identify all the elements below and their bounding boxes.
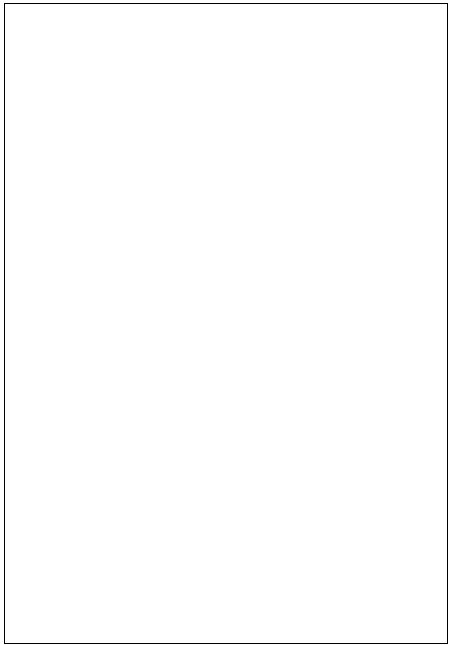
document-table (4, 3, 448, 644)
